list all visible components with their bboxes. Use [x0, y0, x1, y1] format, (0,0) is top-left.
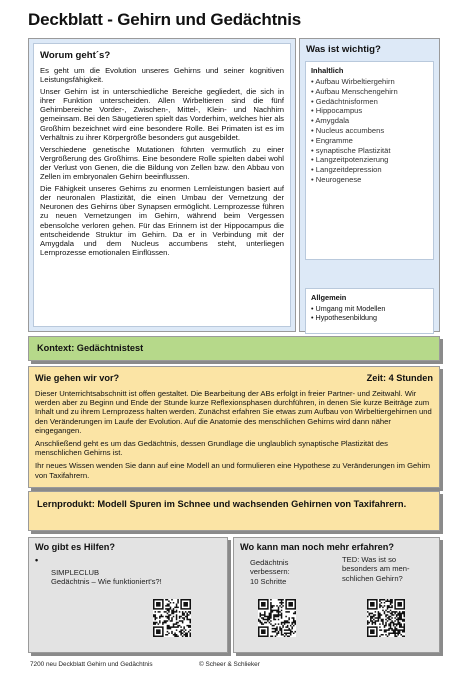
resource-line: TED: Was ist so: [342, 555, 397, 564]
mehr-resource-right[interactable]: [342, 555, 410, 583]
wichtig-heading: Was ist wichtig?: [306, 44, 381, 55]
zeit-label: Zeit: 4 Stunden: [366, 373, 433, 383]
list-item: • Neurogenese: [311, 174, 362, 184]
wie-panel: [28, 366, 440, 488]
list-item: • Engramme: [311, 135, 353, 145]
wie-paragraph: Anschließend geht es um das Gedächtnis, dessen Grundlage die unglaublich synaptische Plastizität des menschlichen Gehirns ist.: [35, 439, 388, 458]
worum-heading: Worum geht´s?: [40, 50, 111, 61]
wie-heading: Wie gehen wir vor?: [35, 373, 120, 383]
list-item: • Nucleus accumbens: [311, 125, 385, 135]
worum-paragraph: Verschiedene genetische Mutationen führten vermutlich zu einer Vergrößerung des Großhirns. Eine besondere Rolle spielten dabei wohl der Verlust von Genen, die die Bildung von Zellen bzw. den Abbau von Zellen im embryonalen Gehirn beeinflussen.: [40, 144, 284, 182]
hilfen-resource[interactable]: [51, 568, 162, 587]
wichtig-panel: [299, 38, 440, 332]
qr-code-icon[interactable]: [367, 599, 405, 637]
resource-line: 10 Schritte: [250, 576, 287, 586]
qr-code-icon[interactable]: [258, 599, 296, 637]
resource-line: schlichen Gehirn?: [342, 573, 403, 583]
footer-copyright: © Scheer & Schlieker: [199, 661, 260, 668]
list-item: • Langzeitpotenzierung: [311, 155, 389, 165]
worum-paragraph: Es geht um die Evolution unseres Gehirns und seiner kognitiven Leistungsfähigkeit.: [40, 66, 284, 85]
list-item: • Langzeitdepression: [311, 165, 382, 175]
wie-paragraph: Ihr neues Wissen wenden Sie dann auf eine Modell an und formulieren eine Hypothese zu Veränderungen im Gehirn von Taxifahrern.: [35, 461, 431, 480]
list-item: • Hippocampus: [311, 106, 363, 116]
list-item: • synaptische Plastizität: [311, 145, 391, 155]
allgemein-list: [311, 304, 428, 322]
page-title: Deckblatt - Gehirn und Gedächtnis: [28, 10, 301, 29]
kontext-banner: Kontext: Gedächtnistest: [28, 336, 440, 361]
inhaltlich-list: [311, 77, 428, 185]
qr-code-icon[interactable]: [153, 599, 191, 637]
footer-filename: 7200 neu Deckblatt Gehirn und Gedächtnis: [30, 661, 153, 668]
list-item: • Aufbau Wirbeltiergehirn: [311, 77, 395, 86]
inhaltlich-label: Inhaltlich: [311, 66, 344, 75]
resource-line: Gedächtnis – Wie funktioniert's?!: [51, 577, 162, 587]
list-item: • Gedächtnisformen: [311, 96, 378, 106]
worum-paragraph: Die Fähigkeit unseres Gehirns zu enormen Lernleistungen basiert auf der neuronalen Plastizität, die einen Umbau der Vernetzung der Neuronen des Gehirns über Synapsen ermöglicht. Lernprozesse führen zu neuen Vernetzungen im Gehirn, während beim Vergessen ebensolche verloren gehen. Für das Erinnern ist der Hippocampus die entscheidende Struktur im Gehirn. Da er in Verbindung mit der Amygdala und dem Nucleus accumbens steht, unterliegen Lernprozesse emotionalen Einflüssen.: [40, 184, 284, 257]
hilfen-panel: [28, 537, 228, 653]
bullet-mark: •: [35, 555, 39, 565]
list-item: • Umgang mit Modellen: [311, 304, 386, 313]
resource-line: SIMPLECLUB: [51, 568, 100, 577]
inhaltlich-box: [305, 61, 434, 260]
lernprodukt-banner: Lernprodukt: Modell Spuren im Schnee und wachsenden Gehirnen von Taxifahrern.: [28, 491, 440, 531]
hilfen-heading: Wo gibt es Hilfen?: [35, 542, 115, 552]
mehr-heading: Wo kann man noch mehr erfahren?: [240, 542, 395, 552]
allgemein-label: Allgemein: [311, 293, 347, 302]
resource-line: verbessern:: [250, 567, 290, 577]
mehr-panel: [233, 537, 440, 653]
resource-line: Gedächtnis: [250, 558, 289, 567]
wie-paragraph: Dieser Unterrichtsabschnitt ist offen gestaltet. Die Bearbeitung der ABs erfolgt in freier Partner- und Zeitwahl. Wir werden aber zu Beginn und Ende der Stunde kurze Reflexionsphasen durchführen, in denen Sie kurze Beiträge zum Inhalt und zu ihrem Lernprozess halten werden. Zunächst erfahren Sie etwas zum Aufbau von Wirbeltiergehirnen und den Veränderungen im Laufe der Evolution. Auf die Anatomie des menschlichen Gehirns wird dann näher eingegangen.: [35, 389, 432, 435]
mehr-resource-left[interactable]: [250, 558, 290, 586]
list-item: • Aufbau Menschengehirn: [311, 86, 398, 96]
wie-header: [35, 373, 433, 383]
worum-content: [33, 43, 291, 327]
list-item: • Hypothesenbildung: [311, 313, 378, 322]
allgemein-box: [305, 288, 434, 334]
worum-paragraph: Unser Gehirn ist in unterschiedliche Bereiche gegliedert, die sich in ihrer Funktion unterscheiden. Allen Wirbeltieren sind die fünf Gehirnbereiche Vorder-, Zwischen-, Mittel-, Klein- und Nachhirn gemeinsam. Bei den Säugetieren spielt das Vorderhirn, welches hier als Großhirn bezeichnet wird eine besondere Rolle. Bei Primaten ist es im Verhältnis zu ihrer Körpergröße besonders gut ausgebildet.: [40, 87, 284, 142]
resource-line: besonders am men-: [342, 564, 410, 574]
worum-panel: [28, 38, 296, 332]
list-item: • Amygdala: [311, 116, 350, 126]
